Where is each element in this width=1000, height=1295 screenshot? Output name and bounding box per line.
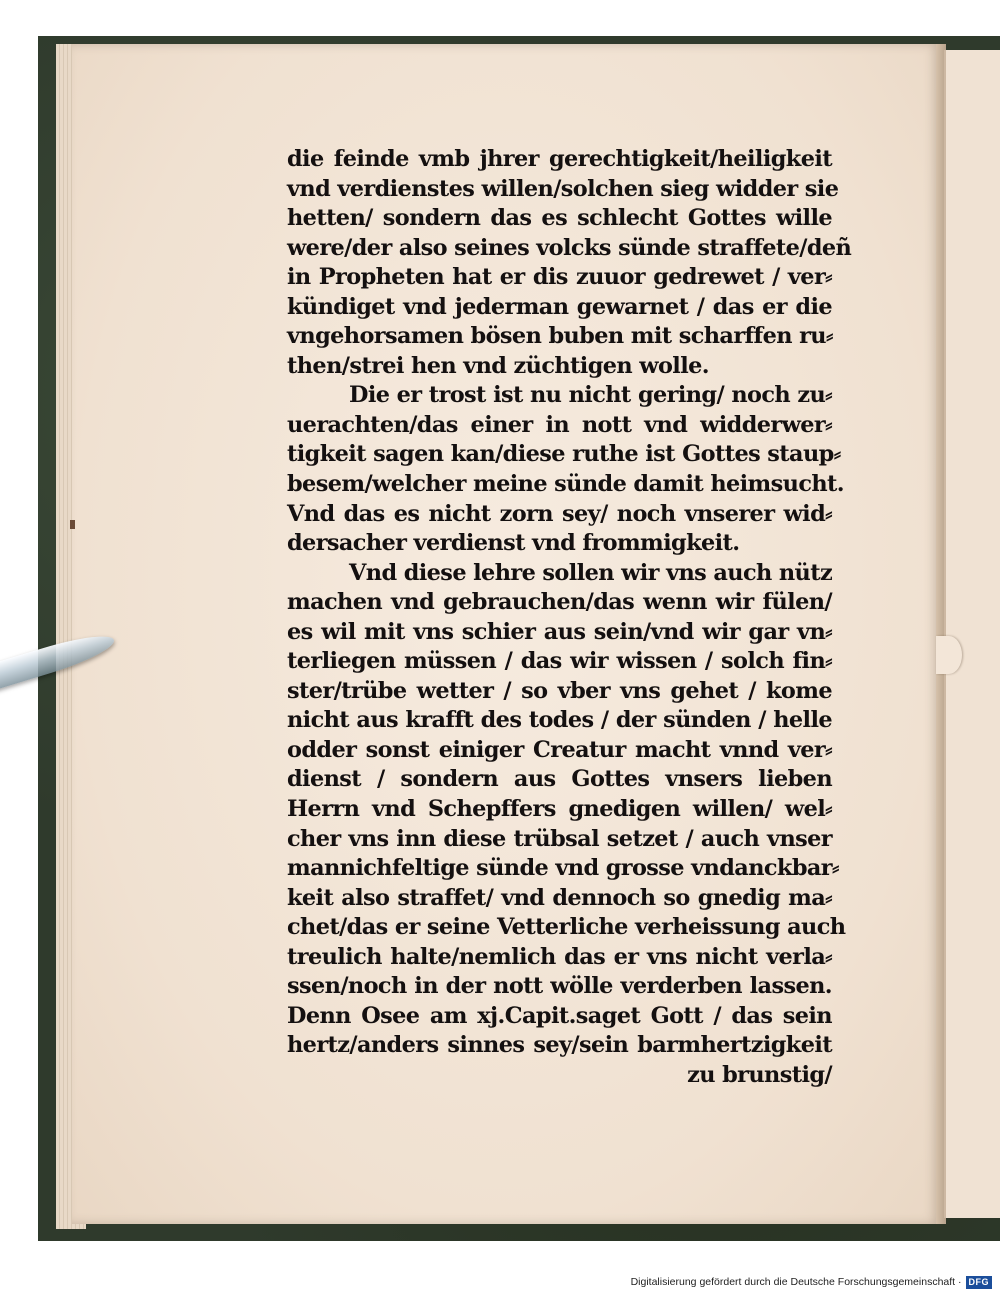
text-line: dienst / sondern aus Gottes vnsers lieben (287, 766, 832, 793)
text-line: chet/das er seine Vetterliche verheissung auch (287, 914, 846, 941)
text-line: dersacher verdienst vnd frommigkeit. (287, 530, 740, 557)
text-line: hetten/ sondern das es schlecht Gottes wille (287, 205, 832, 232)
page-text-block (287, 145, 852, 1091)
text-line: Vnd das es nicht zorn sey/ noch vnserer wid⸗ (287, 500, 832, 527)
text-line: Denn Osee am xj.Capit.saget Gott / das sein (287, 1002, 832, 1029)
footer-credit-text: Digitalisierung gefördert durch die Deutsche Forschungsgemeinschaft · (630, 1276, 962, 1288)
text-line: es wil mit vns schier aus sein/vnd wir gar vn⸗ (287, 618, 832, 645)
text-line: then/strei hen vnd züchtigen wolle. (287, 352, 709, 379)
facing-page (944, 50, 1000, 1218)
text-line: Herrn vnd Schepffers gnedigen willen/ wel⸗ (287, 796, 832, 823)
text-line: Vnd diese lehre sollen wir vns auch nütz (349, 559, 833, 586)
text-line: besem/welcher meine sünde damit heimsucht. (287, 471, 844, 498)
text-line: nicht aus krafft des todes / der sünden / helle (287, 707, 832, 734)
dfg-logo-icon: DFG (966, 1276, 993, 1289)
margin-mark (70, 520, 75, 529)
catchword: zu brunstig/ (687, 1061, 832, 1088)
text-line: keit also straffet/ vnd dennoch so gnedig ma⸗ (287, 884, 832, 911)
text-line: uerachten/das einer in nott vnd widderwer⸗ (287, 411, 832, 438)
text-line: tigkeit sagen kan/diese ruthe ist Gottes staup⸗ (287, 441, 841, 468)
text-line: odder sonst einiger Creatur macht vnnd ver⸗ (287, 736, 832, 763)
text-line: vngehorsamen bösen buben mit scharffen ru⸗ (287, 323, 833, 350)
text-line: cher vns inn diese trübsal setzet / auch vnser (287, 825, 832, 852)
text-line: ster/trübe wetter / so vber vns gehet / kome (287, 677, 832, 704)
text-line: hertz/anders sinnes sey/sein barmhertzigkeit (287, 1032, 832, 1059)
text-line: treulich halte/nemlich das er vns nicht verla⸗ (287, 943, 832, 970)
text-line: machen vnd gebrauchen/das wenn wir fülen/ (287, 589, 832, 616)
text-line: vnd verdienstes willen/solchen sieg widder sie (287, 175, 839, 202)
text-line: mannichfeltige sünde vnd grosse vndanckbar⸗ (287, 855, 839, 882)
text-line: Die er trost ist nu nicht gering/ noch zu⸗ (349, 382, 832, 409)
text-line: kündiget vnd jederman gewarnet / das er die (287, 293, 832, 320)
text-line: ssen/noch in der nott wölle verderben lassen. (287, 973, 832, 1000)
text-line: die feinde vmb jhrer gerechtigkeit/heiligkeit (287, 146, 832, 172)
page-notch (936, 636, 962, 674)
text-line: in Propheten hat er dis zuuor gedrewet / ver⸗ (287, 264, 832, 291)
text-line: terliegen müssen / das wir wissen / solch fin⸗ (287, 648, 832, 675)
text-line: were/der also seines volcks sünde straffete/deñ (287, 234, 852, 261)
footer-credit (631, 1273, 992, 1291)
